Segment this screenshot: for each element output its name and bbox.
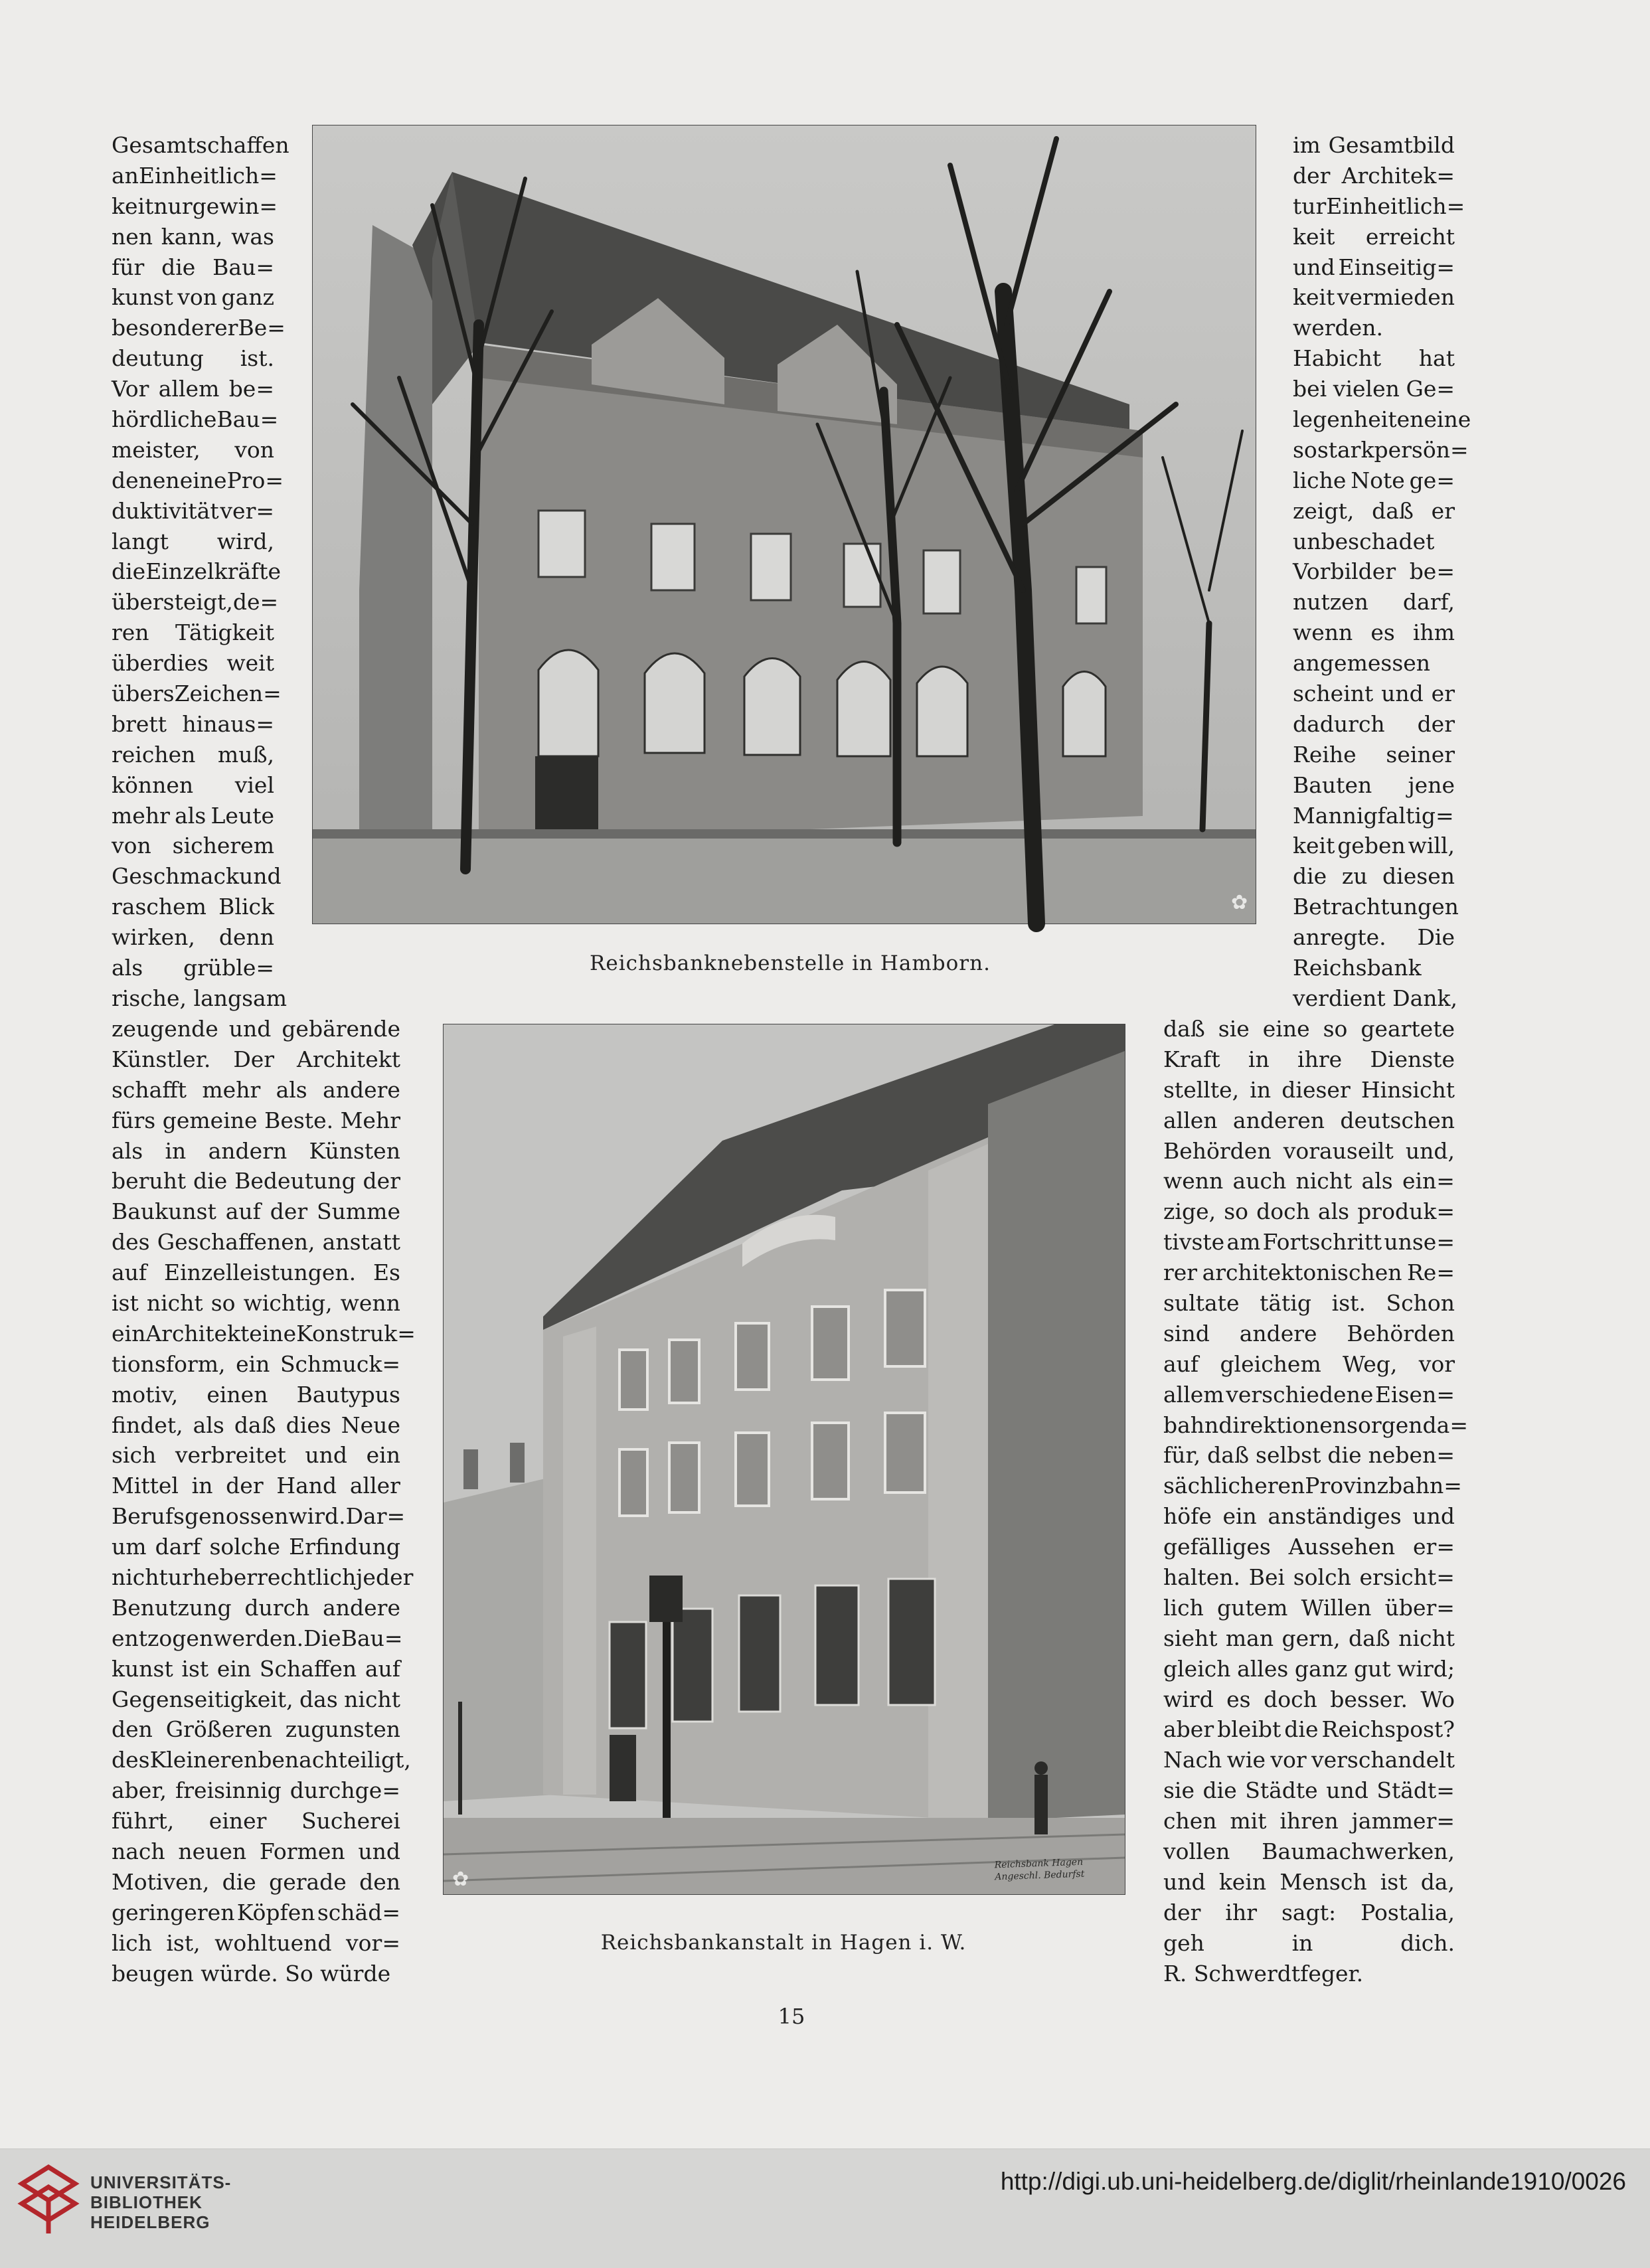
text-line: sie die Städte und Städt= [1163, 1777, 1455, 1804]
text-line: höfe ein anständiges und [1163, 1503, 1455, 1530]
text-line: für, daß selbst die neben= [1163, 1442, 1455, 1469]
text-line: von sicherem [112, 833, 274, 859]
text-line: brett hinaus= [112, 710, 274, 737]
text-line: chen mit ihren jammer= [1163, 1808, 1455, 1834]
text-line: wirken, denn [112, 924, 274, 951]
inscription-line-2: Angeschl. Bedurfst [995, 1868, 1085, 1883]
text-line: Mittel in der Hand aller [112, 1473, 400, 1499]
text-line: keit nur gewin= [112, 193, 278, 219]
text-line: schafft mehr als andere [112, 1076, 400, 1103]
inscription-line-1: Reichsbank Hagen [994, 1856, 1084, 1871]
text-line: Behörden vorauseilt und, [1163, 1137, 1455, 1164]
text-line: rer architektonischen Re= [1163, 1259, 1455, 1286]
text-line: zeigt, daß er [1293, 497, 1455, 524]
text-line: nicht urheberrechtlich jeder [112, 1564, 414, 1591]
text-line: die Einzelkräfte [112, 558, 282, 585]
text-line: beruht die Bedeutung der [112, 1168, 400, 1194]
text-line: Künstler. Der Architekt [112, 1046, 400, 1072]
text-line: angemessen [1293, 650, 1431, 677]
text-line: denen eine Pro= [112, 467, 284, 493]
text-line: dadurch der [1293, 710, 1455, 737]
photo-reichsbank-hamborn [312, 125, 1256, 924]
text-line: zeugende und gebärende [112, 1016, 400, 1042]
text-line: wird es doch besser. Wo [1163, 1686, 1455, 1712]
text-line: wenn es ihm [1293, 619, 1455, 646]
photo-reichsbank-hagen [443, 1024, 1125, 1895]
text-line: ist nicht so wichtig, wenn [112, 1290, 400, 1317]
text-line: duktivität ver= [112, 497, 274, 524]
text-line: auf gleichem Weg, vor [1163, 1350, 1455, 1377]
text-line: um darf solche Erfindung [112, 1534, 400, 1560]
text-line: allem verschiedene Eisen= [1163, 1381, 1455, 1408]
text-line: Mannigfaltig= [1293, 802, 1454, 829]
text-line: besonderer Be= [112, 315, 286, 341]
text-line: rische, langsam [112, 985, 288, 1011]
page-number: 15 [778, 2004, 805, 2029]
text-line: Reihe seiner [1293, 741, 1455, 768]
text-line: kunst von ganz [112, 284, 274, 311]
text-line: Gesamtschaffen [112, 132, 289, 158]
text-line: wenn auch nicht als ein= [1163, 1168, 1455, 1194]
text-line: Benutzung durch andere [112, 1594, 400, 1621]
text-line: Reichsbank [1293, 955, 1422, 981]
text-line: Berufsgenossen wird. Dar= [112, 1503, 406, 1530]
text-line: tur Einheitlich= [1293, 193, 1465, 219]
library-logo-icon [19, 2164, 78, 2237]
text-line: raschem Blick [112, 894, 274, 920]
text-line: tionsform, ein Schmuck= [112, 1350, 400, 1377]
text-line: und kein Mensch ist da, [1163, 1868, 1455, 1895]
text-line: meister, von [112, 436, 274, 463]
library-name [90, 2172, 231, 2232]
text-column-left-bottom [112, 1014, 416, 1989]
text-line: bahndirektionen sorgen da= [1163, 1412, 1468, 1438]
text-line: Habicht hat [1293, 345, 1455, 372]
text-line: Nach wie vor verschandelt [1163, 1747, 1455, 1773]
building-photo-hagen [444, 1024, 1125, 1894]
text-line: langt wird, [112, 528, 274, 554]
text-line: keit erreicht [1293, 223, 1455, 250]
text-line: mehr als Leute [112, 802, 274, 829]
text-line: lich ist, wohltuend vor= [112, 1929, 400, 1956]
text-line: Betrachtungen [1293, 894, 1459, 920]
text-line: hördliche Bau= [112, 406, 279, 433]
text-line: gefälliges Aussehen er= [1163, 1534, 1455, 1560]
footer-bar [0, 2148, 1650, 2268]
text-line: allen anderen deutschen [1163, 1107, 1455, 1133]
photo-inscription [994, 1856, 1084, 1884]
text-line: deutung ist. [112, 345, 274, 372]
text-line: übersteigt, de= [112, 589, 279, 615]
text-line: anregte. Die [1293, 924, 1455, 951]
text-line: führt, einer Sucherei [112, 1808, 400, 1834]
text-line: Baukunst auf der Summe [112, 1198, 400, 1225]
library-name-line-3: HEIDELBERG [90, 2212, 210, 2232]
text-line: den Größeren zugunsten [112, 1716, 400, 1743]
library-name-line-1: UNIVERSITÄTS- [90, 2172, 232, 2192]
text-line: Gegenseitigkeit, das nicht [112, 1686, 400, 1712]
text-line: der Architek= [1293, 162, 1455, 189]
text-line: Kraft in ihre Dienste [1163, 1046, 1455, 1072]
text-line: an Einheitlich= [112, 162, 278, 189]
text-line: liche Note ge= [1293, 467, 1455, 493]
text-line: legenheiten eine [1293, 406, 1471, 433]
text-line: als in andern Künsten [112, 1137, 400, 1164]
text-line: motiv, einen Bautypus [112, 1381, 400, 1408]
text-line: verdient Dank, [1293, 985, 1458, 1011]
text-line: daß sie eine so geartete [1163, 1016, 1455, 1042]
text-column-right-top [1293, 130, 1471, 1014]
text-line: Vor allem be= [112, 376, 274, 402]
svg-text:✿: ✿ [452, 1868, 469, 1891]
text-line: überdies weit [112, 650, 274, 677]
text-line: geh in dich. [1163, 1929, 1455, 1956]
text-line: tivste am Fortschritt unse= [1163, 1229, 1455, 1256]
text-line: lich gutem Willen über= [1163, 1594, 1455, 1621]
text-line: ren Tätigkeit [112, 619, 274, 646]
text-line: keit geben will, [1293, 833, 1455, 859]
text-line: R. Schwerdtfeger. [1163, 1960, 1364, 1986]
text-line: keit vermieden [1293, 284, 1455, 311]
text-line: sich verbreitet und ein [112, 1442, 400, 1469]
text-line: und Einseitig= [1293, 254, 1455, 280]
text-line: halten. Bei solch ersicht= [1163, 1564, 1455, 1591]
text-line: werden. [1293, 315, 1383, 341]
text-line: findet, als daß dies Neue [112, 1412, 400, 1438]
text-line: Bauten jene [1293, 771, 1455, 798]
text-line: vollen Baumachwerken, [1163, 1838, 1455, 1865]
text-line: stellte, in dieser Hinsicht [1163, 1076, 1455, 1103]
text-line: gleich alles ganz gut wird; [1163, 1655, 1455, 1682]
text-line: Geschmack und [112, 863, 282, 890]
text-line: Vorbilder be= [1293, 558, 1455, 585]
svg-text:✿: ✿ [1231, 891, 1248, 914]
text-line: auf Einzelleistungen. Es [112, 1259, 400, 1286]
text-line: die zu diesen [1293, 863, 1455, 890]
text-line: nutzen darf, [1293, 589, 1455, 615]
text-line: aber bleibt die Reichspost? [1163, 1716, 1455, 1743]
building-photo-hamborn [313, 125, 1256, 924]
text-line: nach neuen Formen und [112, 1838, 400, 1865]
text-line: des Geschaffenen, anstatt [112, 1229, 400, 1256]
text-line: entzogen werden. Die Bau= [112, 1625, 403, 1651]
text-line: kunst ist ein Schaffen auf [112, 1655, 400, 1682]
text-line: fürs gemeine Beste. Mehr [112, 1107, 400, 1133]
text-line: unbeschadet [1293, 528, 1435, 554]
text-column-right-bottom [1163, 1014, 1468, 1989]
text-line: reichen muß, [112, 741, 274, 768]
text-line: scheint und er [1293, 681, 1455, 707]
text-line: bei vielen Ge= [1293, 376, 1455, 402]
text-line: für die Bau= [112, 254, 274, 280]
text-line: sächlicheren Provinzbahn= [1163, 1473, 1462, 1499]
text-line: sultate tätig ist. Schon [1163, 1290, 1455, 1317]
caption-top: Reichsbanknebenstelle in Hamborn. [590, 951, 991, 975]
library-name-line-2: BIBLIOTHEK [90, 2192, 203, 2212]
text-line: der ihr sagt: Postalia, [1163, 1899, 1455, 1925]
text-line: geringeren Köpfen schäd= [112, 1899, 400, 1925]
text-column-left-top [112, 130, 289, 1014]
text-line: im Gesamtbild [1293, 132, 1455, 158]
text-line: aber, freisinnig durchge= [112, 1777, 400, 1804]
document-url-link[interactable]: http://digi.ub.uni-heidelberg.de/diglit/rheinlande1910/0026 [1000, 2168, 1626, 2195]
text-line: ein Architekt eine Konstruk= [112, 1320, 416, 1346]
text-line: übers Zeichen= [112, 681, 282, 707]
text-line: können viel [112, 771, 274, 798]
text-line: zige, so doch als produk= [1163, 1198, 1455, 1225]
text-line: sieht man gern, daß nicht [1163, 1625, 1455, 1651]
text-line: Motiven, die gerade den [112, 1868, 400, 1895]
text-line: als grüble= [112, 955, 274, 981]
text-line: nen kann, was [112, 223, 274, 250]
text-line: des Kleineren benachteiligt, [112, 1747, 411, 1773]
caption-bottom: Reichsbankanstalt in Hagen i. W. [600, 1931, 967, 1955]
text-line: beugen würde. So würde [112, 1960, 391, 1986]
text-line: so stark persön= [1293, 436, 1469, 463]
text-line: sind andere Behörden [1163, 1320, 1455, 1346]
